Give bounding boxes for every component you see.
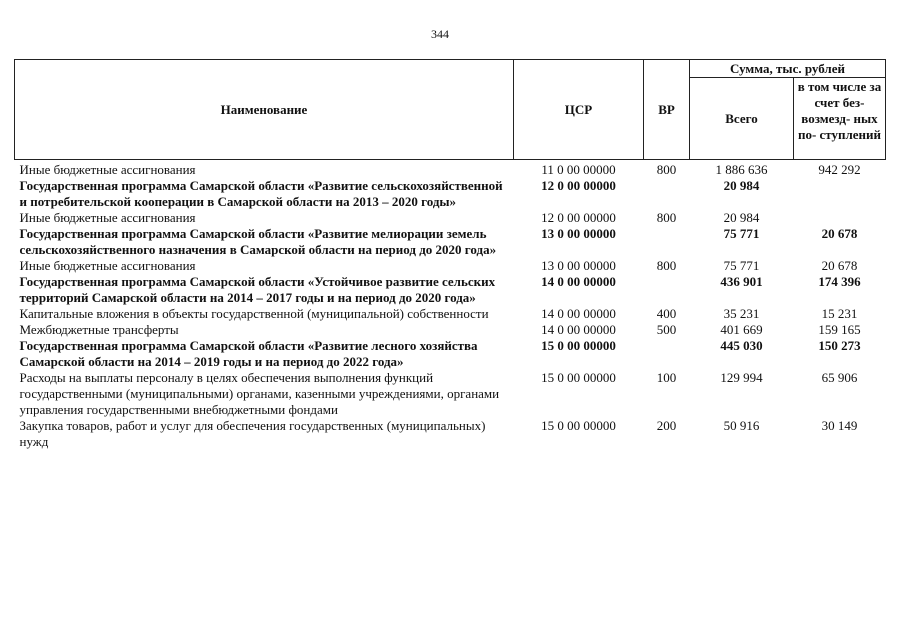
row-vr: 800 (656, 162, 677, 177)
row-name: Государственная программа Самарской области «Устойчивое развитие сельских территорий Самарской области на 2014 – 2017 годы и на период до 2020 года» (19, 274, 496, 305)
table-row (15, 226, 886, 258)
header-vr: ВР (644, 60, 690, 160)
row-free: 15 231 (821, 306, 858, 321)
row-total: 129 994 (720, 370, 763, 385)
row-free: 150 273 (818, 338, 861, 353)
table-header (15, 60, 886, 160)
row-csr: 15 0 00 00000 (541, 418, 616, 433)
row-csr: 15 0 00 00000 (541, 370, 616, 385)
row-name: Иные бюджетные ассигнования (19, 162, 196, 177)
row-free: 30 149 (821, 418, 858, 433)
row-name: Иные бюджетные ассигнования (19, 210, 196, 225)
row-free: 159 165 (818, 322, 861, 337)
row-csr: 14 0 00 00000 (541, 306, 616, 321)
row-vr: 400 (656, 306, 677, 321)
table-row (15, 178, 886, 210)
row-total: 50 916 (723, 418, 760, 433)
row-csr: 13 0 00 00000 (541, 226, 616, 241)
row-free: 20 678 (821, 258, 858, 273)
row-csr: 13 0 00 00000 (541, 258, 616, 273)
row-vr: 100 (656, 370, 677, 385)
row-csr: 14 0 00 00000 (541, 322, 616, 337)
row-total: 1 886 636 (715, 162, 768, 177)
row-vr (644, 274, 690, 306)
row-csr: 12 0 00 00000 (541, 178, 616, 193)
page-number: 344 (431, 27, 449, 41)
table-row (15, 306, 886, 322)
row-name: Расходы на выплаты персоналу в целях обеспечения выполнения функций государственными (муниципальными) органами, казенными учреждениями, органами управления государственными внебюджетными фондами (19, 370, 500, 417)
row-name: Государственная программа Самарской области «Развитие лесного хозяйства Самарской области на 2014 – 2019 годы и на период до 2022 года» (19, 338, 478, 369)
table-row (15, 322, 886, 338)
row-name: Закупка товаров, работ и услуг для обеспечения государственных (муниципальных) нужд (19, 418, 486, 449)
row-free (794, 178, 886, 210)
table-row (15, 210, 886, 226)
row-total: 75 771 (723, 226, 760, 241)
row-name: Государственная программа Самарской области «Развитие мелиорации земель сельскохозяйственного назначения в Самарской области на период до 2020 года» (19, 226, 497, 257)
row-csr: 11 0 00 00000 (541, 162, 616, 177)
table-row (15, 338, 886, 370)
row-total: 436 901 (720, 274, 763, 289)
row-name: Межбюджетные трансферты (19, 322, 179, 337)
row-vr: 200 (656, 418, 677, 433)
header-csr: ЦСР (514, 60, 644, 160)
row-total: 20 984 (723, 178, 760, 193)
row-total: 401 669 (720, 322, 763, 337)
row-name: Иные бюджетные ассигнования (19, 258, 196, 273)
row-vr (644, 338, 690, 370)
row-csr: 14 0 00 00000 (541, 274, 616, 289)
row-vr (644, 178, 690, 210)
header-name: Наименование (15, 60, 514, 160)
table-body (15, 160, 886, 451)
row-name: Государственная программа Самарской области «Развитие сельскохозяйственной и потребительской кооперации в Самарской области на 2013 – 2020 годы» (19, 178, 503, 209)
row-vr (644, 226, 690, 258)
table-row (15, 258, 886, 274)
row-vr: 800 (656, 210, 677, 225)
header-free: в том числе за счет без- возмезд- ных по- ступлений (794, 78, 886, 160)
row-total: 75 771 (723, 258, 760, 273)
row-total: 35 231 (723, 306, 760, 321)
table-row (15, 274, 886, 306)
row-name: Капитальные вложения в объекты государственной (муниципальной) собственности (19, 306, 489, 321)
table-row (15, 418, 886, 450)
row-csr: 12 0 00 00000 (541, 210, 616, 225)
header-sum-group: Сумма, тыс. рублей (690, 60, 886, 78)
row-csr: 15 0 00 00000 (541, 338, 616, 353)
row-vr: 800 (656, 258, 677, 273)
row-vr: 500 (656, 322, 677, 337)
table-row (15, 160, 886, 179)
table-row (15, 370, 886, 418)
row-total: 445 030 (720, 338, 763, 353)
row-free (794, 210, 886, 226)
header-total: Всего (690, 78, 794, 160)
row-free: 942 292 (818, 162, 861, 177)
row-total: 20 984 (723, 210, 760, 225)
row-free: 20 678 (821, 226, 858, 241)
row-free: 174 396 (818, 274, 861, 289)
row-free: 65 906 (821, 370, 858, 385)
budget-table (14, 59, 886, 450)
